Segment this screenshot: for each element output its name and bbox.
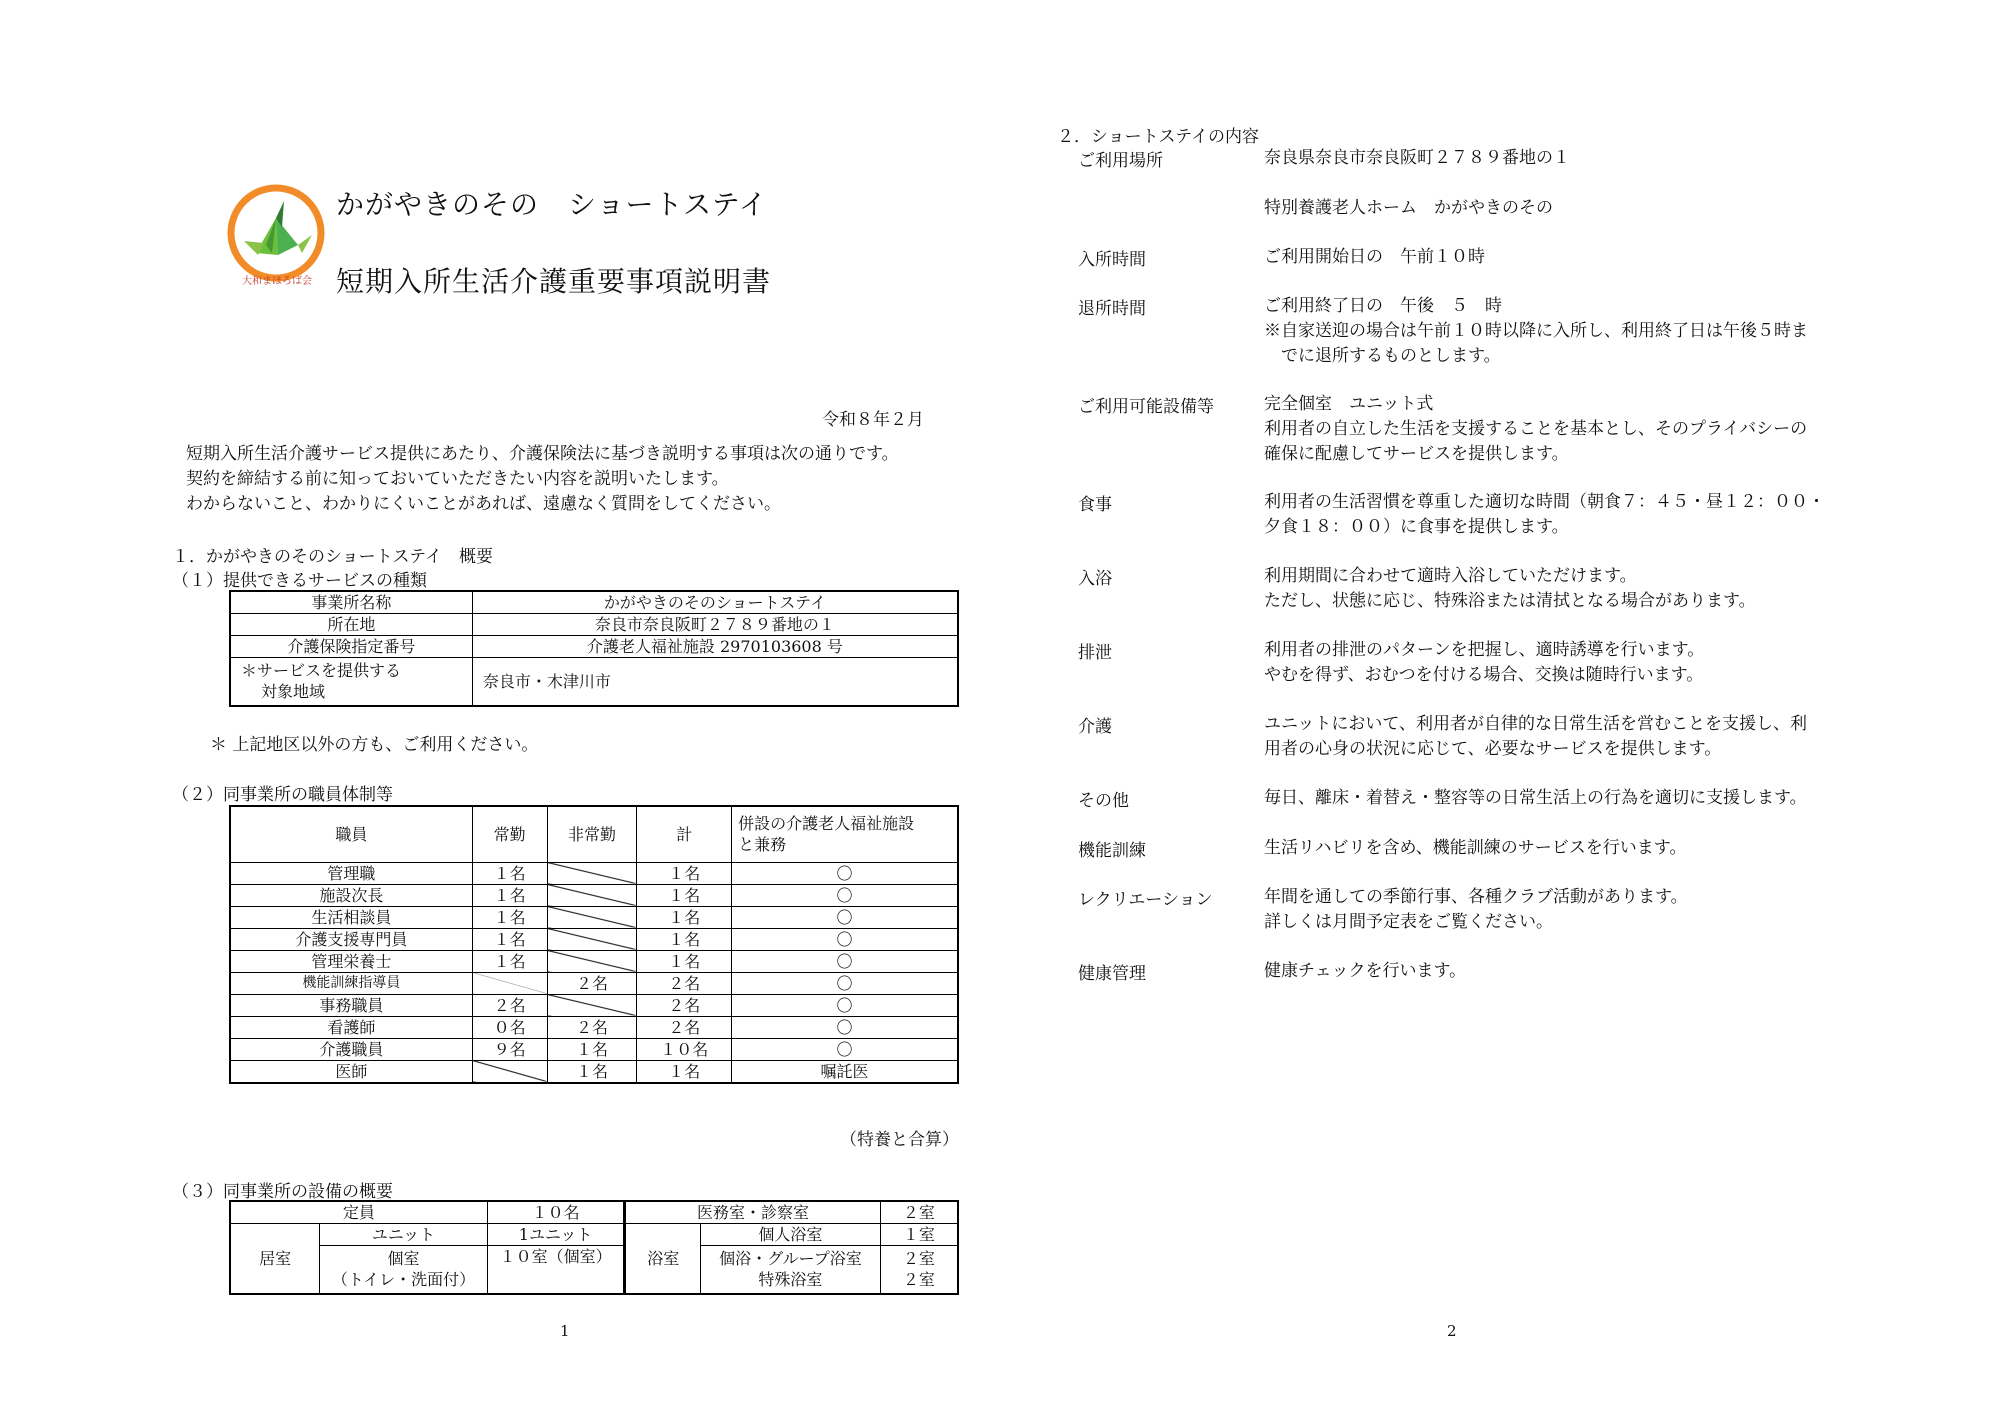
table-cell: １名 (637, 950, 732, 972)
item-text (1264, 146, 1570, 221)
table-cell: ２名 (637, 972, 732, 994)
table-row (230, 614, 958, 636)
table-cell: 〇 (732, 950, 958, 972)
table-cell: ２名 (637, 994, 732, 1016)
table-cell: １名 (637, 1060, 732, 1083)
item-text (1264, 885, 1688, 935)
item-line: 夕食１８：００）に食事を提供します。 (1264, 517, 1569, 537)
table-cell: 介護老人福祉施設 2970103608 号 (472, 636, 958, 658)
table-cell: 〇 (732, 884, 958, 906)
cell-line: 個浴・グループ浴室 (719, 1249, 862, 1269)
sub2-title: （２）同事業所の職員体制等 (172, 785, 393, 805)
cell-line: （トイレ・洗面付） (331, 1270, 476, 1290)
item-label: 入所時間 (1078, 250, 1146, 270)
table-cell: １室 (880, 1224, 958, 1246)
section1-title: １．かがやきのそのショートステイ 概要 (172, 547, 493, 567)
table-cell: １名 (637, 906, 732, 928)
table-row (230, 1201, 958, 1224)
table-cell: 医師 (230, 1060, 472, 1083)
item-text (1264, 294, 1808, 369)
item-text (1264, 712, 1807, 762)
table-cell: ０名 (472, 1016, 547, 1038)
cell-line: ２室 (902, 1249, 935, 1269)
item-line: 利用期間に合わせて適時入浴していただけます。 (1264, 566, 1637, 586)
table-cell (230, 658, 472, 706)
item-line: ※自家送迎の場合は午前１０時以降に入所し、利用終了日は午後５時ま (1264, 321, 1808, 341)
cell-line: 特殊浴室 (758, 1270, 823, 1290)
table-cell: ２名 (547, 972, 637, 994)
table-cell: 介護職員 (230, 1038, 472, 1060)
organization-logo (226, 183, 326, 283)
document-date: 令和８年２月 (822, 410, 924, 430)
table-cell: 〇 (732, 994, 958, 1016)
table-header-cell: 非常勤 (547, 806, 637, 862)
item-label: ご利用場所 (1078, 151, 1163, 171)
table-cell-empty (547, 994, 637, 1016)
area-label-line: 対象地域 (261, 682, 326, 702)
table-cell: 医務室・診察室 (625, 1201, 880, 1224)
table-cell: ２名 (472, 994, 547, 1016)
table-cell: 定員 (230, 1201, 487, 1224)
header-line: 併設の介護老人福祉施設 (738, 814, 915, 834)
table-header-cell: 職員 (230, 806, 472, 862)
service-info-table (229, 590, 959, 707)
table-cell: 〇 (732, 1016, 958, 1038)
table-cell: 機能訓練指導員 (230, 972, 472, 994)
intro-line: わからないこと、わかりにくいことがあれば、遠慮なく質問をしてください。 (186, 494, 781, 514)
item-label: 介護 (1078, 717, 1112, 737)
table-cell: 〇 (732, 928, 958, 950)
item-label: レクリエーション (1078, 890, 1213, 910)
item-line: 利用者の生活習慣を尊重した適切な時間（朝食７：４５・昼１２：００・ (1264, 492, 1825, 512)
item-line: 特別養護老人ホーム かがやきのその (1264, 198, 1553, 218)
table-header-row (230, 806, 958, 862)
sub1-title: （１）提供できるサービスの種類 (172, 571, 427, 591)
header-line: と兼務 (738, 835, 787, 855)
table-row (230, 1060, 958, 1083)
table-cell: 奈良市・木津川市 (472, 658, 958, 706)
item-line: 確保に配慮してサービスを提供します。 (1264, 444, 1569, 464)
intro-line: 契約を締結する前に知っておいていただきたい内容を説明いたします。 (186, 469, 729, 489)
item-line: ただし、状態に応じ、特殊浴または清拭となる場合があります。 (1264, 591, 1756, 611)
table-row (230, 884, 958, 906)
cell-line: ２室 (902, 1270, 935, 1290)
table-row (230, 994, 958, 1016)
table-cell: １名 (637, 884, 732, 906)
table-cell-empty (547, 950, 637, 972)
table-cell: かがやきのそのショートステイ (472, 591, 958, 614)
table-row (230, 972, 958, 994)
table-row (230, 1016, 958, 1038)
table-cell: ２室 (880, 1201, 958, 1224)
item-text (1264, 638, 1704, 688)
document-subtitle: 短期入所生活介護重要事項説明書 (336, 265, 772, 298)
table-cell: １０名 (637, 1038, 732, 1060)
table-cell: 嘱託医 (732, 1060, 958, 1083)
item-line: 生活リハビリを含め、機能訓練のサービスを行います。 (1264, 838, 1687, 858)
table-cell: １名 (472, 950, 547, 972)
table-cell: 介護保険指定番号 (230, 636, 472, 658)
table-row (230, 1246, 958, 1294)
item-line: 毎日、離床・着替え・整容等の日常生活上の行為を適切に支援します。 (1264, 788, 1807, 808)
table-cell: １名 (547, 1038, 637, 1060)
item-line: 利用者の排泄のパターンを把握し、適時誘導を行います。 (1264, 640, 1705, 660)
item-label: その他 (1078, 791, 1129, 811)
item-text (1264, 959, 1466, 984)
logo-caption: 大和まほろば会 (242, 276, 312, 287)
table-cell-empty (547, 906, 637, 928)
item-line: 詳しくは月間予定表をご覧ください。 (1264, 912, 1553, 932)
table-cell: 1ユニット (487, 1224, 625, 1246)
staff-table-note: （特養と合算） (840, 1130, 959, 1150)
table-cell: 介護支援専門員 (230, 928, 472, 950)
table-cell: 生活相談員 (230, 906, 472, 928)
sub1-note: ＊ 上記地区以外の方も、ご利用ください。 (210, 735, 539, 755)
table-row (230, 658, 958, 706)
item-line: 健康チェックを行います。 (1264, 961, 1467, 981)
table-cell: １０名 (487, 1201, 625, 1224)
table-row (230, 636, 958, 658)
table-cell: 個人浴室 (701, 1224, 880, 1246)
document-title: かがやきのその ショートステイ (336, 188, 768, 221)
item-line: やむを得ず、おむつを付ける場合、交換は随時行います。 (1264, 665, 1704, 685)
cell-line: 個室 (387, 1249, 420, 1269)
table-cell: 浴室 (625, 1224, 701, 1294)
table-cell: １名 (547, 1060, 637, 1083)
item-line: 年間を通しての季節行事、各種クラブ活動があります。 (1264, 887, 1688, 907)
table-cell: １名 (472, 928, 547, 950)
table-cell: 所在地 (230, 614, 472, 636)
item-line (1264, 171, 1570, 196)
table-header-cell (732, 806, 958, 862)
table-cell: 管理栄養士 (230, 950, 472, 972)
table-row (230, 950, 958, 972)
item-line: ご利用終了日の 午後 ５ 時 (1264, 296, 1502, 316)
table-cell (320, 1246, 488, 1294)
area-label-line: ＊サービスを提供する (241, 661, 402, 681)
table-cell: １０室（個室） (487, 1246, 625, 1294)
table-cell: 〇 (732, 1038, 958, 1060)
table-row (230, 1038, 958, 1060)
table-cell-empty (472, 972, 547, 994)
table-header-cell: 常勤 (472, 806, 547, 862)
crane-icon (226, 183, 326, 283)
item-text (1264, 490, 1825, 540)
table-cell: 〇 (732, 972, 958, 994)
item-label: 機能訓練 (1078, 841, 1146, 861)
item-line: ご利用開始日の 午前１０時 (1264, 247, 1485, 267)
table-row (230, 1224, 958, 1246)
table-cell: ９名 (472, 1038, 547, 1060)
sub3-title: （３）同事業所の設備の概要 (172, 1182, 393, 1202)
table-cell: 〇 (732, 906, 958, 928)
item-text (1264, 392, 1807, 467)
table-cell (880, 1246, 958, 1294)
item-text (1264, 564, 1756, 614)
table-cell: 看護師 (230, 1016, 472, 1038)
table-cell: 事業所名称 (230, 591, 472, 614)
item-line: 利用者の自立した生活を支援することを基本とし、そのプライバシーの (1264, 419, 1808, 439)
page-number: 1 (560, 1322, 570, 1340)
table-cell: 施設次長 (230, 884, 472, 906)
page-number: 2 (1447, 1322, 1457, 1340)
item-line: 奈良県奈良市奈良阪町２７８９番地の１ (1264, 148, 1570, 168)
item-label: ご利用可能設備等 (1078, 397, 1214, 417)
table-cell-empty (547, 928, 637, 950)
item-label: 入浴 (1078, 569, 1112, 589)
table-cell: １名 (472, 906, 547, 928)
table-cell-empty (547, 862, 637, 884)
table-cell-empty (472, 1060, 547, 1083)
table-cell: １名 (472, 884, 547, 906)
table-cell: ユニット (320, 1224, 488, 1246)
table-cell: １名 (637, 928, 732, 950)
table-header-cell: 計 (637, 806, 732, 862)
item-line: ユニットにおいて、利用者が自律的な日常生活を営むことを支援し、利 (1264, 714, 1807, 734)
table-cell: 奈良市奈良阪町２７８９番地の１ (472, 614, 958, 636)
table-cell: 管理職 (230, 862, 472, 884)
item-label: 排泄 (1078, 643, 1112, 663)
table-cell: １名 (637, 862, 732, 884)
item-line: でに退所するものとします。 (1264, 346, 1501, 366)
table-cell (701, 1246, 880, 1294)
item-label: 退所時間 (1078, 299, 1146, 319)
table-cell: 事務職員 (230, 994, 472, 1016)
table-row (230, 862, 958, 884)
staff-table (229, 805, 959, 1084)
intro-line: 短期入所生活介護サービス提供にあたり、介護保険法に基づき説明する事項は次の通りです。 (186, 444, 899, 464)
item-line: 完全個室 ユニット式 (1264, 394, 1434, 414)
table-row (230, 906, 958, 928)
section2-title: ２．ショートステイの内容 (1057, 127, 1259, 147)
item-line: 用者の心身の状況に応じて、必要なサービスを提供します。 (1264, 739, 1722, 759)
table-cell: ２名 (547, 1016, 637, 1038)
table-row (230, 928, 958, 950)
table-cell-empty (547, 884, 637, 906)
intro-paragraph (186, 442, 899, 517)
table-cell: 居室 (230, 1224, 320, 1294)
facility-table (229, 1200, 959, 1295)
table-row (230, 591, 958, 614)
item-label: 食事 (1078, 495, 1112, 515)
table-cell: 〇 (732, 862, 958, 884)
item-label: 健康管理 (1078, 964, 1146, 984)
item-text (1264, 245, 1485, 270)
table-cell: ２名 (637, 1016, 732, 1038)
item-text (1264, 786, 1807, 811)
item-text (1264, 836, 1686, 861)
table-cell: １名 (472, 862, 547, 884)
